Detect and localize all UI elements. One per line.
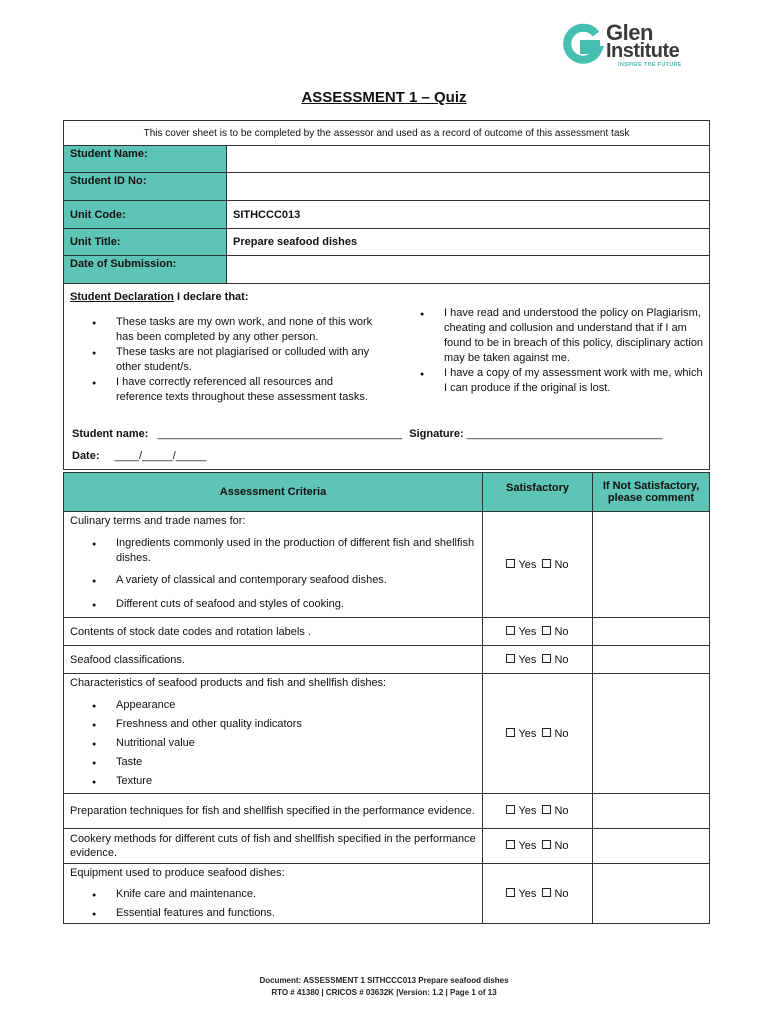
comment-cell[interactable] — [593, 829, 710, 864]
no-checkbox[interactable] — [542, 654, 551, 663]
glen-institute-logo — [560, 22, 700, 70]
declaration-intro: I declare that: — [173, 291, 249, 303]
yes-checkbox[interactable] — [506, 840, 515, 849]
yes-label: Yes — [518, 653, 537, 666]
declaration-heading: Student Declaration — [70, 291, 174, 303]
criteria-bullet: ● Appearance — [116, 698, 476, 713]
declaration-item: ● I have read and understood the policy on Plagiarism, cheating and collusion and understand that if I am found to be in breach of this policy, disciplinary action may be taken against me. — [444, 306, 704, 366]
table-row — [64, 864, 710, 924]
declaration-cell — [64, 284, 710, 470]
declaration-item: ● These tasks are not plagiarised or colluded with any other student/s. — [116, 345, 376, 375]
unit-title-value: Prepare seafood dishes — [227, 229, 710, 256]
comment-cell[interactable] — [593, 618, 710, 646]
criteria-text: Cookery methods for different cuts of fish and shellfish specified in the performance evidence. — [64, 829, 483, 864]
yes-checkbox[interactable] — [506, 805, 515, 814]
comment-cell[interactable] — [593, 864, 710, 924]
criteria-bullet: ● A variety of classical and contemporary seafood dishes. — [116, 573, 476, 588]
criteria-text: Seafood classifications. — [64, 646, 483, 674]
footer-rto: RTO # 41380 | CRICOS # 03632K |Version: 1.2 | Page 1 of 13 — [271, 988, 497, 997]
comment-cell[interactable] — [593, 646, 710, 674]
comment-cell[interactable] — [593, 512, 710, 618]
table-row — [64, 794, 710, 829]
declaration-left-list — [70, 315, 376, 405]
yes-label: Yes — [518, 625, 537, 638]
criteria-table — [63, 472, 710, 924]
table-row — [64, 674, 710, 794]
criteria-bullet: ● Taste — [116, 755, 476, 770]
criteria-cell — [64, 674, 483, 794]
student-name-sign-field[interactable]: ________________________________________ — [157, 428, 403, 440]
table-row — [64, 646, 710, 674]
no-label: No — [554, 625, 569, 638]
student-name-sign-label: Student name: — [72, 428, 149, 440]
student-name-label: Student Name: — [64, 146, 227, 173]
no-label: No — [554, 727, 569, 740]
yes-label: Yes — [518, 558, 537, 571]
logo-name-2: Institute — [606, 40, 680, 62]
unit-code-value: SITHCCC013 — [227, 201, 710, 229]
criteria-cell — [64, 864, 483, 924]
table-row — [64, 829, 710, 864]
no-checkbox[interactable] — [542, 559, 551, 568]
yes-no-cell — [483, 618, 593, 646]
no-label: No — [554, 840, 569, 852]
criteria-bullet: ● Freshness and other quality indicators — [116, 717, 476, 732]
yes-no-cell — [483, 646, 593, 674]
criteria-bullet: ● Texture — [116, 774, 476, 789]
date-label: Date: — [72, 450, 100, 462]
no-checkbox[interactable] — [542, 626, 551, 635]
criteria-text: Preparation techniques for fish and shellfish specified in the performance evidence. — [64, 794, 483, 829]
logo-tagline: INSPIRE THE FUTURE — [618, 62, 682, 68]
criteria-bullets — [70, 536, 476, 612]
yes-checkbox[interactable] — [506, 559, 515, 568]
no-label: No — [554, 558, 569, 571]
criteria-text: Culinary terms and trade names for: — [70, 515, 246, 527]
comment-cell[interactable] — [593, 794, 710, 829]
yes-label: Yes — [518, 840, 537, 852]
criteria-text: Characteristics of seafood products and fish and shellfish dishes: — [70, 677, 387, 689]
unit-code-label: Unit Code: — [64, 201, 227, 229]
signature-field[interactable]: ________________________________ — [466, 428, 663, 440]
student-id-label: Student ID No: — [64, 173, 227, 201]
submission-date-field[interactable] — [227, 256, 710, 284]
no-checkbox[interactable] — [542, 888, 551, 897]
criteria-bullets — [70, 698, 476, 789]
yes-no-cell — [483, 829, 593, 864]
yes-checkbox[interactable] — [506, 728, 515, 737]
table-row — [64, 512, 710, 618]
logo-g-icon — [560, 22, 604, 66]
yes-checkbox[interactable] — [506, 654, 515, 663]
yes-no-cell — [483, 674, 593, 794]
student-name-field[interactable] — [227, 146, 710, 173]
footer-document: Document: ASSESSMENT 1 SITHCCC013 Prepare seafood dishes — [259, 976, 509, 985]
logo-name-1: Glen — [606, 20, 653, 45]
declaration-item: ● These tasks are my own work, and none of this work has been completed by any other person. — [116, 315, 376, 345]
no-label: No — [554, 887, 569, 900]
declaration-item: ● I have a copy of my assessment work with me, which I can produce if the original is lost. — [444, 366, 704, 396]
yes-label: Yes — [518, 887, 537, 900]
criteria-bullet: ● Different cuts of seafood and styles of cooking. — [116, 597, 476, 612]
no-label: No — [554, 805, 569, 817]
table-row — [64, 618, 710, 646]
criteria-bullet: ● Nutritional value — [116, 736, 476, 751]
cover-note: This cover sheet is to be completed by the assessor and used as a record of outcome of this assessment task — [64, 121, 710, 146]
comment-cell[interactable] — [593, 674, 710, 794]
yes-label: Yes — [518, 727, 537, 740]
signature-line — [72, 428, 662, 440]
cover-table — [63, 120, 710, 470]
no-checkbox[interactable] — [542, 840, 551, 849]
declaration-item: ● I have correctly referenced all resources and reference texts throughout these assessment tasks. — [116, 375, 376, 405]
criteria-cell — [64, 512, 483, 618]
date-line — [72, 450, 206, 462]
yes-checkbox[interactable] — [506, 626, 515, 635]
yes-no-cell — [483, 864, 593, 924]
declaration-right-list — [398, 306, 704, 396]
comment-header: If Not Satisfactory, please comment — [593, 473, 710, 512]
criteria-bullets — [70, 887, 476, 921]
criteria-bullet: ● Essential features and functions. — [116, 906, 476, 921]
submission-date-label: Date of Submission: — [64, 256, 227, 284]
unit-title-label: Unit Title: — [64, 229, 227, 256]
yes-no-cell — [483, 794, 593, 829]
no-label: No — [554, 653, 569, 666]
yes-label: Yes — [518, 805, 537, 817]
date-field[interactable]: ____/_____/_____ — [114, 450, 207, 462]
no-checkbox[interactable] — [542, 728, 551, 737]
yes-no-cell — [483, 512, 593, 618]
no-checkbox[interactable] — [542, 805, 551, 814]
satisfactory-header: Satisfactory — [483, 473, 593, 512]
signature-label: Signature: — [409, 428, 464, 440]
criteria-text: Equipment used to produce seafood dishes: — [70, 867, 285, 879]
student-id-field[interactable] — [227, 173, 710, 201]
criteria-bullet: ● Knife care and maintenance. — [116, 887, 476, 902]
page-title: ASSESSMENT 1 – Quiz — [301, 89, 467, 106]
declaration-heading-line — [70, 291, 248, 303]
criteria-bullet: ● Ingredients commonly used in the production of different fish and shellfish dishes. — [116, 536, 476, 566]
yes-checkbox[interactable] — [506, 888, 515, 897]
criteria-header: Assessment Criteria — [64, 473, 483, 512]
criteria-text: Contents of stock date codes and rotation labels . — [64, 618, 483, 646]
